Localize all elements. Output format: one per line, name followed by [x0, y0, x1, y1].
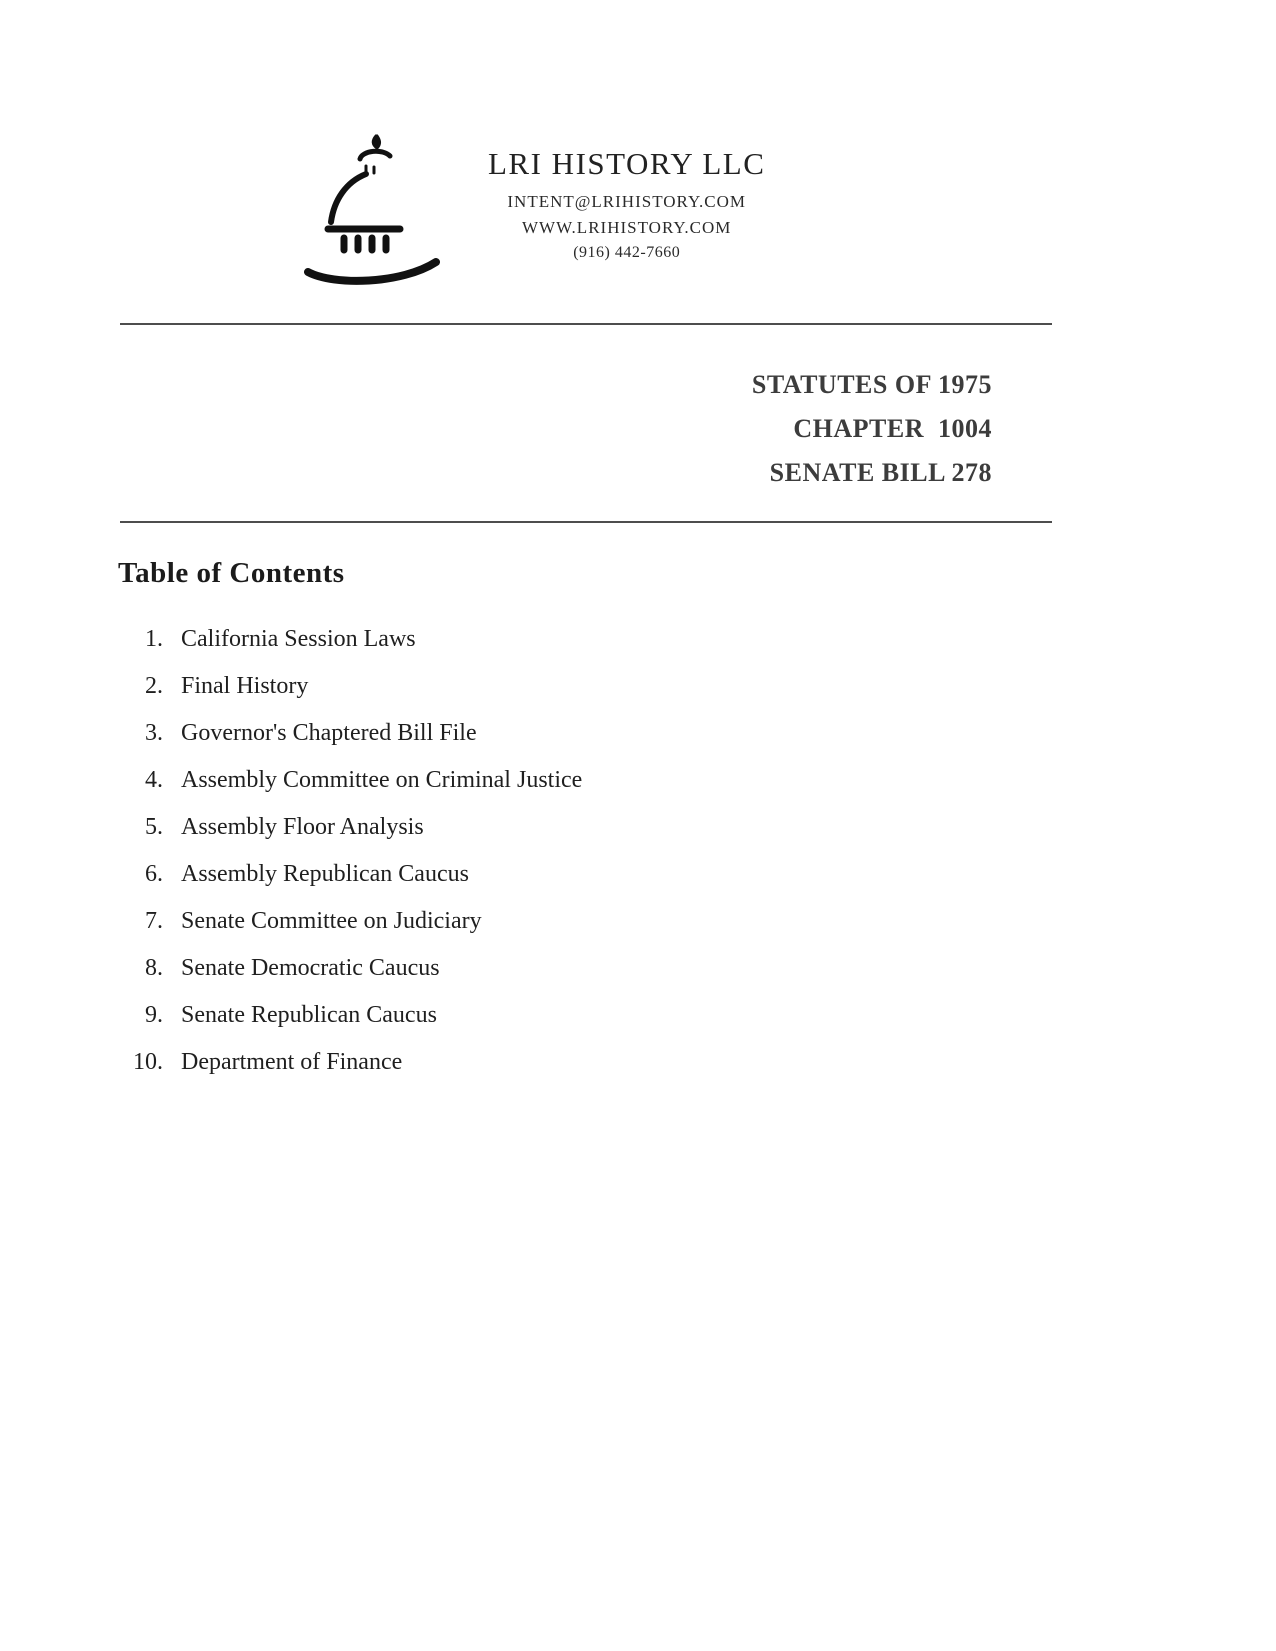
toc-item-number: 5.	[145, 814, 163, 840]
chapter-line: CHAPTER 1004	[793, 414, 992, 443]
statutes-line: STATUTES OF 1975	[751, 370, 992, 399]
toc-item-label: Department of Finance	[181, 1049, 403, 1075]
letterhead-text	[488, 126, 765, 262]
toc-heading: Table of Contents	[118, 557, 345, 589]
toc-item	[0, 1039, 1276, 1086]
toc-item-number: 3.	[145, 720, 163, 746]
toc-item	[0, 616, 1276, 663]
toc-item-label: California Session Laws	[181, 626, 416, 652]
toc-item-number: 6.	[145, 861, 163, 887]
toc-item	[0, 851, 1276, 898]
toc-item-label: Governor's Chaptered Bill File	[181, 720, 477, 746]
company-website: WWW.LRIHISTORY.COM	[521, 218, 732, 237]
toc-item-number: 8.	[145, 955, 163, 981]
toc-item-number: 10.	[133, 1049, 163, 1075]
senate-bill-line: SENATE BILL 278	[769, 458, 992, 487]
toc-item	[0, 945, 1276, 992]
toc-item	[0, 804, 1276, 851]
letterhead	[300, 126, 1276, 298]
toc-item-label: Senate Republican Caucus	[181, 1002, 437, 1028]
divider-top	[120, 323, 1052, 325]
toc-item-label: Senate Committee on Judiciary	[181, 908, 482, 934]
statute-title-block	[0, 363, 992, 495]
toc-item-number: 4.	[145, 767, 163, 793]
toc-item-number: 1.	[145, 626, 163, 652]
company-email: INTENT@LRIHISTORY.COM	[507, 192, 747, 211]
toc-item-label: Final History	[181, 673, 309, 699]
toc-item	[0, 992, 1276, 1039]
toc-item-label: Assembly Republican Caucus	[181, 861, 469, 887]
toc-item	[0, 898, 1276, 945]
toc-list	[0, 616, 1276, 1086]
company-name: LRI HISTORY LLC	[488, 146, 766, 181]
toc-item	[0, 710, 1276, 757]
divider-bottom	[120, 521, 1052, 523]
toc-item-number: 2.	[145, 673, 163, 699]
capitol-dome-logo	[300, 126, 450, 294]
toc-item-number: 7.	[145, 908, 163, 934]
company-phone: (916) 442-7660	[573, 244, 681, 261]
toc-item	[0, 757, 1276, 804]
toc-item-label: Senate Democratic Caucus	[181, 955, 440, 981]
toc-item-number: 9.	[145, 1002, 163, 1028]
toc-item-label: Assembly Committee on Criminal Justice	[181, 767, 583, 793]
toc-item	[0, 663, 1276, 710]
toc-item-label: Assembly Floor Analysis	[181, 814, 424, 840]
